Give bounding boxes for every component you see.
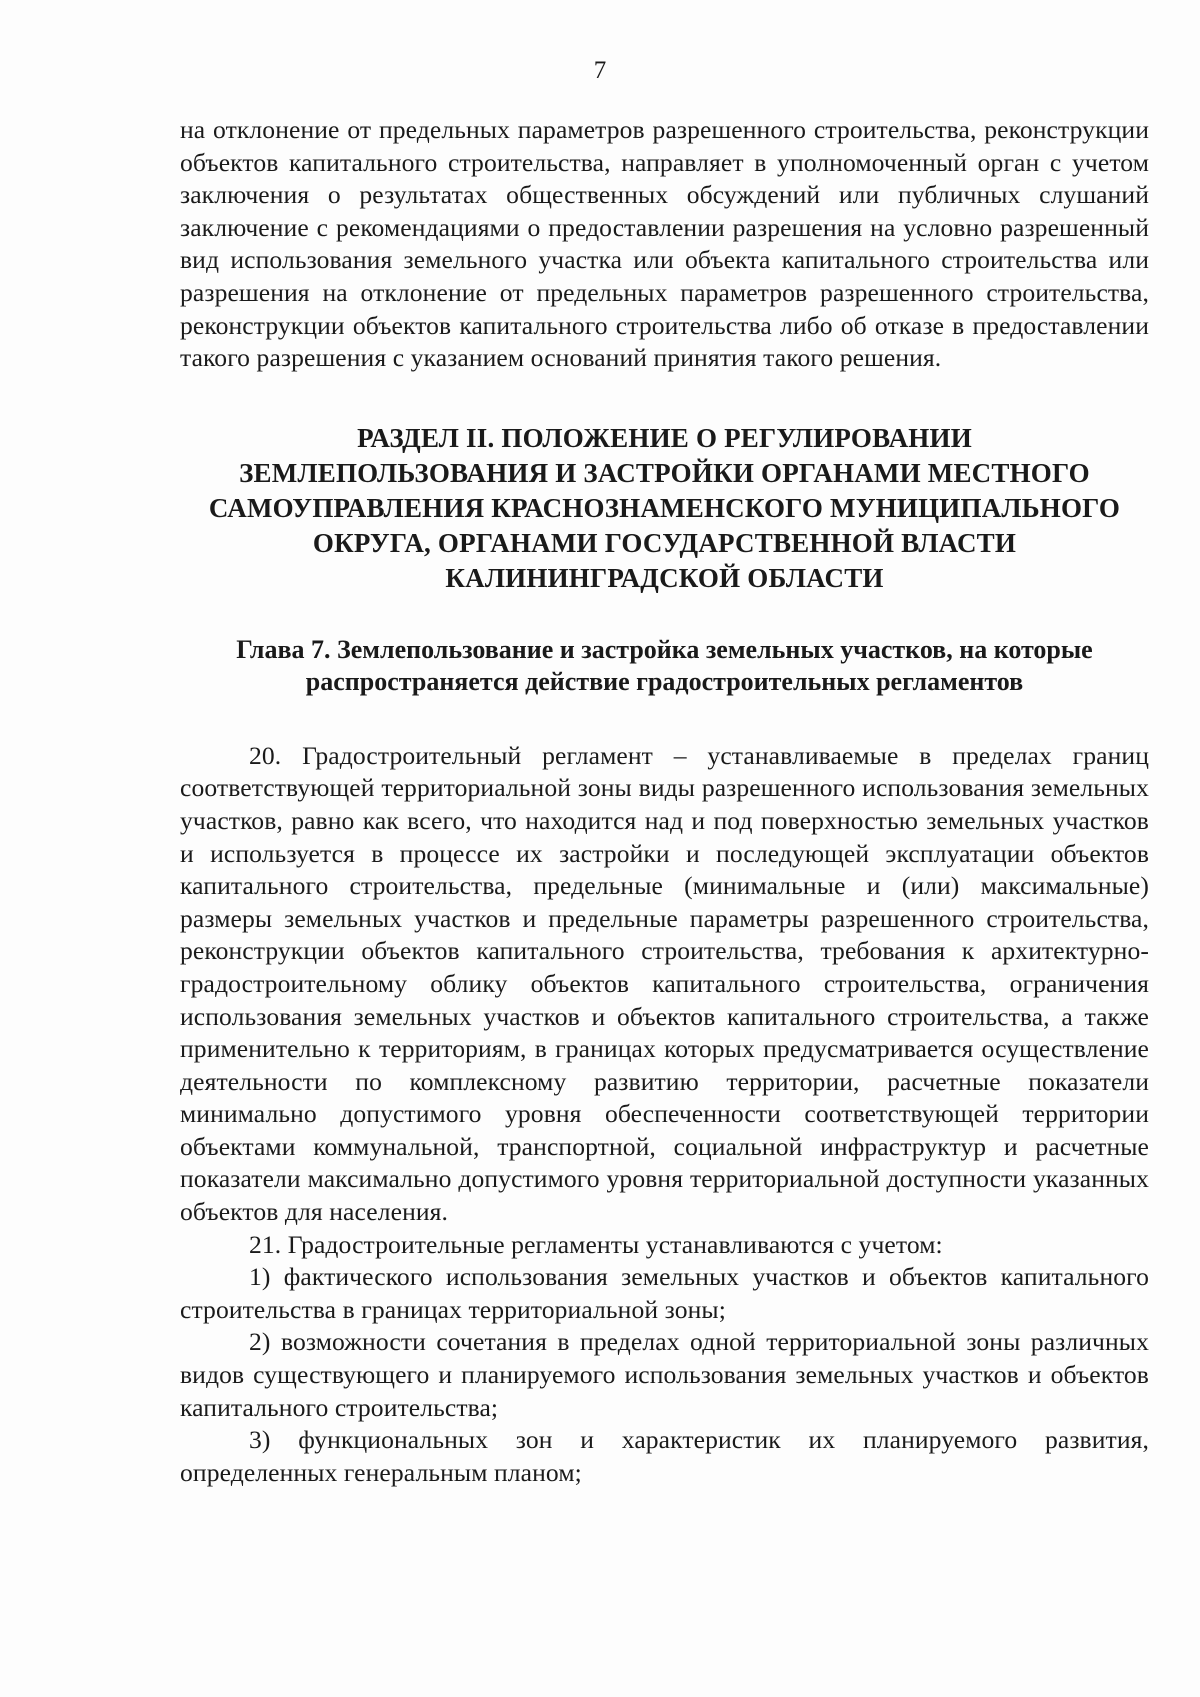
section-title-line: САМОУПРАВЛЕНИЯ КРАСНОЗНАМЕНСКОГО МУНИЦИПАЛЬНОГО <box>208 492 1121 523</box>
page-number: 7 <box>593 57 607 84</box>
list-item-1: 1) фактического использования земельных участков и объектов капитального строительства в границах территориальной зоны; <box>180 1262 1149 1324</box>
chapter-title-line: Глава 7. Землепользование и застройка земельных участков, на которые <box>236 634 1093 664</box>
section-title-line: РАЗДЕЛ II. ПОЛОЖЕНИЕ О РЕГУЛИРОВАНИИ <box>357 422 972 453</box>
paragraph-21: 21. Градостроительные регламенты устанавливаются с учетом: <box>249 1229 943 1259</box>
section-title <box>180 421 1149 596</box>
page-content <box>180 114 1149 1489</box>
chapter-body <box>180 740 1149 1490</box>
paragraph-20: 20. Градостроительный регламент – устанавливаемые в пределах границ соответствующей территориальной зоны виды разрешенного использования земельных участков, равно как всего, что находится над и под поверхностью земельных участков и используется в процессе их застройки и последующей эксплуатации объектов капитального строительства, предельные (минимальные и (или) максимальные) размеры земельных участков и предельные параметры разрешенного строительства, реконструкции объектов капитального строительства, требования к архитектурно-градостроительному облику объектов капитального строительства, ограничения использования земельных участков и объектов капитального строительства, а также применительно к территориям, в границах которых предусматривается осуществление деятельности по комплексному развитию территории, расчетные показатели минимально допустимого уровня обеспеченности соответствующей территории объектами коммунальной, транспортной, социальной инфраструктур и расчетные показатели максимально допустимого уровня территориальной доступности указанных объектов для населения. <box>180 740 1149 1227</box>
chapter-title <box>180 634 1149 698</box>
section-title-line: КАЛИНИНГРАДСКОЙ ОБЛАСТИ <box>445 562 884 593</box>
section-title-line: ЗЕМЛЕПОЛЬЗОВАНИЯ И ЗАСТРОЙКИ ОРГАНАМИ МЕСТНОГО <box>239 457 1090 488</box>
chapter-title-line: распространяется действие градостроительных регламентов <box>305 666 1024 696</box>
list-item-2: 2) возможности сочетания в пределах одной территориальной зоны различных видов существующего и планируемого использования земельных участков и объектов капитального строительства; <box>180 1327 1149 1422</box>
section-title-line: ОКРУГА, ОРГАНАМИ ГОСУДАРСТВЕННОЙ ВЛАСТИ <box>312 527 1017 558</box>
intro-paragraph: на отклонение от предельных параметров разрешенного строительства, реконструкции объектов капитального строительства, направляет в уполномоченный орган с учетом заключения о результатах общественных обсуждений или публичных слушаний заключение с рекомендациями о предоставлении разрешения на условно разрешенный вид использования земельного участка или объекта капитального строительства или разрешения на отклонение от предельных параметров разрешенного строительства, реконструкции объектов капитального строительства либо об отказе в предоставлении такого разрешения с указанием оснований принятия такого решения. <box>180 115 1149 373</box>
list-item-3: 3) функциональных зон и характеристик их планируемого развития, определенных генеральным планом; <box>180 1425 1149 1487</box>
